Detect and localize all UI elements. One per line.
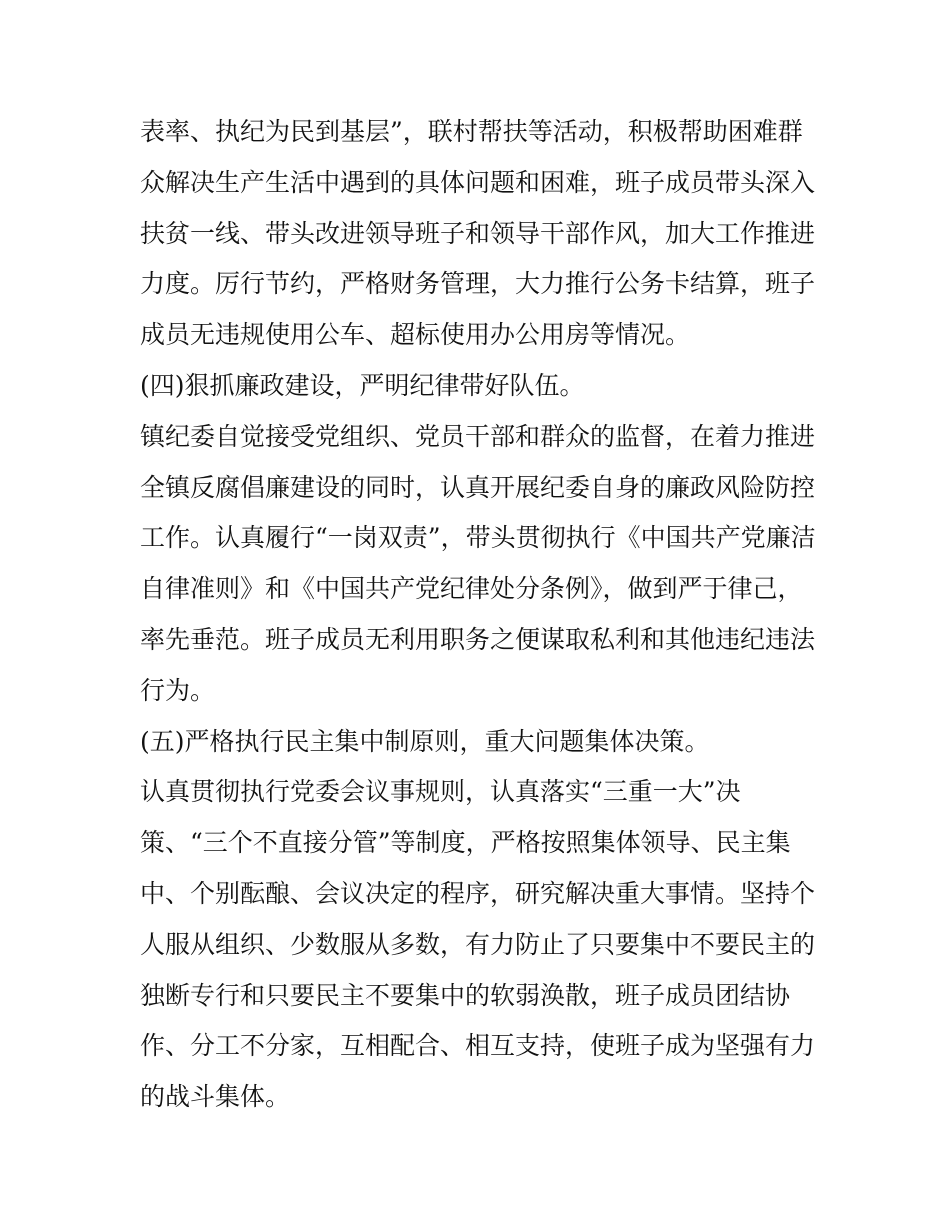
section-heading-5: (五)严格执行民主集中制原则，重大问题集体决策。 [140, 726, 710, 756]
text-line: 扶贫一线、带头改进领导班子和领导干部作风，加大工作推进 [140, 218, 816, 248]
text-line: 的战斗集体。 [140, 1082, 291, 1112]
text-line: 独断专行和只要民主不要集中的软弱涣散，班子成员团结协 [140, 980, 791, 1010]
text-line: 行为。 [140, 675, 216, 705]
text-line: 成员无违规使用公车、超标使用办公用房等情况。 [140, 320, 691, 350]
text-line: 认真贯彻执行党委会议事规则，认真落实“三重一大”决 [140, 777, 741, 807]
text-line: 自律准则》和《中国共产党纪律处分条例》，做到严于律己， [140, 574, 803, 604]
text-line: 全镇反腐倡廉建设的同时，认真开展纪委自身的廉政风险防控 [140, 472, 816, 502]
text-line: 率先垂范。班子成员无利用职务之便谋取私利和其他违纪违法 [140, 624, 816, 654]
text-line: 人服从组织、少数服从多数，有力防止了只要集中不要民主的 [140, 929, 816, 959]
text-line: 力度。厉行节约，严格财务管理，大力推行公务卡结算，班子 [140, 269, 816, 299]
text-line: 表率、执纪为民到基层”，联村帮扶等活动，积极帮助困难群 [140, 117, 803, 146]
text-line: 中、个别酝酿、会议决定的程序，研究解决重大事情。坚持个 [140, 878, 816, 908]
text-line: 众解决生产生活中遇到的具体问题和困难，班子成员带头深入 [140, 167, 816, 197]
text-line: 策、“三个不直接分管”等制度，严格按照集体领导、民主集 [140, 828, 791, 858]
text-line: 作、分工不分家，互相配合、相互支持，使班子成为坚强有力 [140, 1031, 816, 1061]
body-text [140, 107, 820, 1123]
text-line: 镇纪委自觉接受党组织、党员干部和群众的监督，在着力推进 [140, 421, 816, 451]
section-heading-4: (四)狠抓廉政建设，严明纪律带好队伍。 [140, 370, 585, 400]
text-line: 工作。认真履行“一岗双责”，带头贯彻执行《中国共产党廉洁 [140, 523, 816, 553]
